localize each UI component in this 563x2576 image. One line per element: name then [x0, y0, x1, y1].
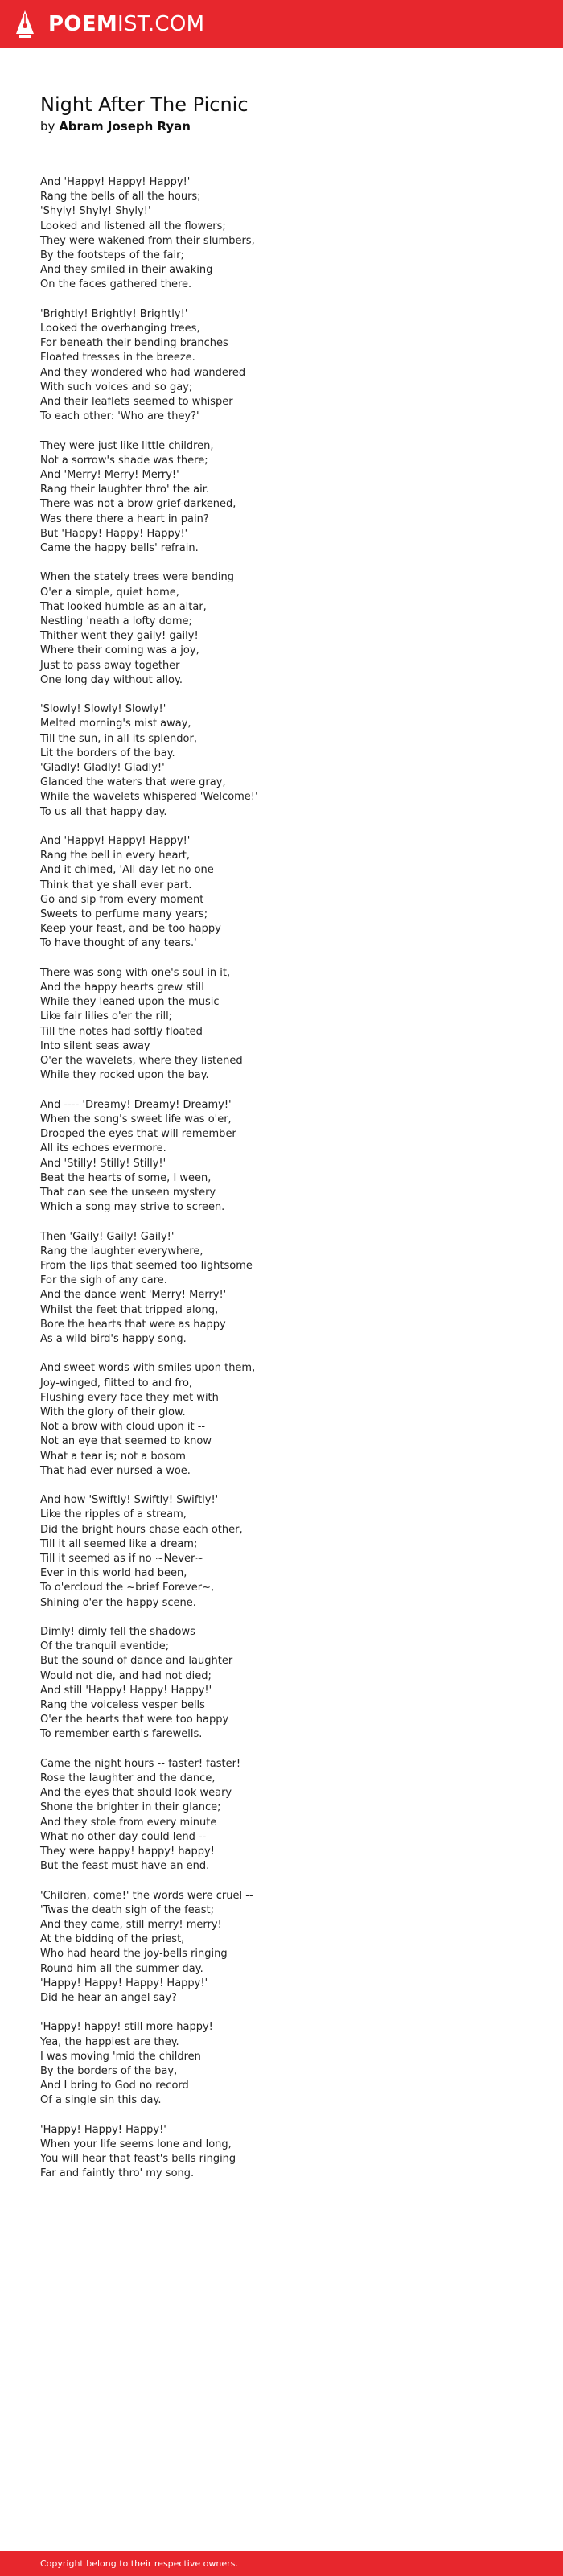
poem-line: Would not die, and had not died; — [40, 1669, 212, 1682]
poem-line: And how 'Swiftly! Swiftly! Swiftly!' — [40, 1494, 219, 1507]
poem-line: O'er the wavelets, where they listened — [40, 1055, 243, 1068]
poem-line: And the eyes that should look weary — [40, 1787, 232, 1800]
poem-line: Rose the laughter and the dance, — [40, 1772, 216, 1784]
stanza — [40, 1493, 539, 1611]
poem-line: Rang the bell in every heart, — [40, 850, 191, 862]
poem-line: But 'Happy! Happy! Happy!' — [40, 527, 188, 540]
poem-line: I was moving 'mid the children — [40, 2050, 201, 2063]
poem-line: Looked the overhanging trees, — [40, 323, 200, 335]
poem-line: But the feast must have an end. — [40, 1860, 210, 1873]
poem-line: Flushing every face they met with — [40, 1391, 219, 1404]
poem-line: And ---- 'Dreamy! Dreamy! Dreamy!' — [40, 1098, 232, 1111]
poem-line: And still 'Happy! Happy! Happy!' — [40, 1684, 212, 1697]
poem-line: And 'Merry! Merry! Merry!' — [40, 469, 179, 482]
poem-line: One long day without alloy. — [40, 673, 183, 686]
poem-line: What a tear is; not a bosom — [40, 1450, 186, 1463]
pen-nib-icon[interactable] — [14, 10, 35, 39]
poem-line: While they leaned upon the music — [40, 996, 220, 1009]
poem-line: While they rocked upon the bay. — [40, 1069, 209, 1082]
poem-line: 'Happy! Happy! Happy! Happy!' — [40, 1977, 208, 1990]
poem-line: By the borders of the bay, — [40, 2064, 178, 2077]
poem-line: O'er the hearts that were too happy — [40, 1714, 229, 1726]
poem-byline — [40, 117, 191, 135]
poem-line: Came the night hours -- faster! faster! — [40, 1757, 241, 1770]
poem-line: They were happy! happy! happy! — [40, 1845, 215, 1858]
stanza — [40, 1757, 539, 1874]
stanza — [40, 175, 539, 293]
stanza — [40, 834, 539, 952]
poem-line: When the stately trees were bending — [40, 571, 235, 584]
poem-line: Till the sun, in all its splendor, — [40, 732, 197, 745]
poem-line: Rang the bells of all the hours; — [40, 191, 201, 204]
poem-line: And 'Happy! Happy! Happy!' — [40, 835, 191, 848]
poem-line: That can see the unseen mystery — [40, 1186, 216, 1199]
poem-line: To each other: 'Who are they?' — [40, 410, 199, 423]
poem-line: Of the tranquil eventide; — [40, 1640, 170, 1653]
poem-line: 'Twas the death sigh of the feast; — [40, 1903, 214, 1916]
poem-line: As a wild bird's happy song. — [40, 1332, 187, 1345]
logo-light-text: IST.COM — [117, 12, 205, 36]
poem-line: And they wondered who had wandered — [40, 366, 246, 379]
stanza — [40, 966, 539, 1084]
poem-body — [40, 175, 539, 2196]
poem-line: Just to pass away together — [40, 659, 180, 672]
poem-line: Go and sip from every moment — [40, 893, 204, 906]
site-header — [0, 0, 563, 48]
stanza — [40, 1625, 539, 1743]
poem-line: Not a sorrow's shade was there; — [40, 454, 208, 467]
poem-line: 'Happy! Happy! Happy!' — [40, 2123, 166, 2136]
author-name[interactable]: Abram Joseph Ryan — [59, 119, 191, 134]
poem-line: O'er a simple, quiet home, — [40, 586, 179, 599]
stanza — [40, 702, 539, 820]
poem-line: Then 'Gaily! Gaily! Gaily!' — [40, 1230, 175, 1243]
poem-line: Till it seemed as if no ~Never~ — [40, 1552, 204, 1565]
poem-line: From the lips that seemed too lightsome — [40, 1259, 253, 1272]
stanza — [40, 439, 539, 557]
site-logo[interactable] — [48, 10, 204, 38]
poem-line: There was song with one's soul in it, — [40, 966, 231, 979]
poem-line: All its echoes evermore. — [40, 1142, 166, 1155]
poem-line: And their leaflets seemed to whisper — [40, 396, 233, 409]
poem-line: Ever in this world had been, — [40, 1567, 187, 1580]
poem-line: And it chimed, 'All day let no one — [40, 864, 214, 877]
poem-line: Keep your feast, and be too happy — [40, 923, 221, 936]
poem-line: Rang the voiceless vesper bells — [40, 1698, 205, 1711]
by-label: by — [40, 119, 55, 134]
poem-line: Nestling 'neath a lofty dome; — [40, 615, 192, 628]
poem-line: Where their coming was a joy, — [40, 644, 199, 657]
poem-line: Bore the hearts that were as happy — [40, 1318, 226, 1331]
poem-line: At the bidding of the priest, — [40, 1933, 185, 1946]
poem-line: Joy-winged, flitted to and fro, — [40, 1376, 193, 1389]
poem-line: Looked and listened all the flowers; — [40, 220, 226, 232]
poem-line: There was not a brow grief-darkened, — [40, 498, 236, 511]
poem-line: Not a brow with cloud upon it -- — [40, 1421, 206, 1434]
poem-line: While the wavelets whispered 'Welcome!' — [40, 791, 258, 804]
poem-line: 'Slowly! Slowly! Slowly!' — [40, 703, 166, 716]
poem-line: Did he hear an angel say? — [40, 1991, 177, 2004]
stanza — [40, 2020, 539, 2108]
poem-line: And they smiled in their awaking — [40, 264, 213, 277]
poem-line: Whilst the feet that tripped along, — [40, 1303, 219, 1316]
poem-line: For beneath their bending branches — [40, 337, 228, 350]
poem-line: 'Happy! happy! still more happy! — [40, 2021, 213, 2034]
poem-line: Think that ye shall ever part. — [40, 879, 192, 891]
poem-line: With such voices and so gay; — [40, 381, 193, 393]
poem-line: Like fair lilies o'er the rill; — [40, 1010, 173, 1023]
site-footer — [0, 2551, 563, 2576]
poem-line: With the glory of their glow. — [40, 1405, 186, 1418]
poem-line: Floated tresses in the breeze. — [40, 352, 195, 364]
poem-line: Rang the laughter everywhere, — [40, 1245, 203, 1257]
stanza — [40, 570, 539, 688]
poem-line: Sweets to perfume many years; — [40, 908, 208, 921]
poem-line: Thither went they gaily! gaily! — [40, 630, 199, 643]
poem-line: And they came, still merry! merry! — [40, 1918, 222, 1931]
stanza — [40, 1889, 539, 2006]
poem-line: Was there there a heart in pain? — [40, 512, 209, 525]
poem-line: They were wakened from their slumbers, — [40, 234, 255, 247]
poem-line: That had ever nursed a woe. — [40, 1464, 191, 1477]
poem-line: By the footsteps of the fair; — [40, 249, 184, 262]
poem-line: And the happy hearts grew still — [40, 981, 204, 994]
poem-line: To us all that happy day. — [40, 805, 167, 818]
poem-line: Lit the borders of the bay. — [40, 747, 175, 759]
poem-line: Melted morning's mist away, — [40, 718, 191, 730]
poem-line: Shone the brighter in their glance; — [40, 1801, 221, 1814]
poem-line: Into silent seas away — [40, 1039, 150, 1052]
stanza — [40, 2123, 539, 2182]
poem-line: 'Shyly! Shyly! Shyly!' — [40, 205, 151, 218]
poem-line: Who had heard the joy-bells ringing — [40, 1948, 228, 1961]
poem-line: To o'ercloud the ~brief Forever~, — [40, 1582, 215, 1595]
poem-line: That looked humble as an altar, — [40, 600, 207, 613]
poem-line: When the song's sweet life was o'er, — [40, 1113, 232, 1125]
poem-line: And sweet words with smiles upon them, — [40, 1362, 256, 1375]
poem-line: Like the ripples of a stream, — [40, 1508, 187, 1521]
poem-line: Far and faintly thro' my song. — [40, 2167, 195, 2180]
poem-line: Not an eye that seemed to know — [40, 1435, 212, 1448]
poem-line: And 'Stilly! Stilly! Stilly!' — [40, 1157, 166, 1170]
logo-bold-text: POEM — [48, 12, 117, 36]
poem-line: When your life seems lone and long, — [40, 2138, 232, 2150]
stanza — [40, 1361, 539, 1479]
poem-line: They were just like little children, — [40, 439, 214, 452]
poem-line: To remember earth's farewells. — [40, 1728, 203, 1741]
poem-line: 'Brightly! Brightly! Brightly!' — [40, 307, 188, 320]
poem-line: Till the notes had softly floated — [40, 1025, 203, 1038]
poem-line: Yea, the happiest are they. — [40, 2035, 179, 2048]
poem-line: And they stole from every minute — [40, 1816, 217, 1829]
poem-line: Rang their laughter thro' the air. — [40, 484, 210, 496]
poem-line: 'Gladly! Gladly! Gladly!' — [40, 762, 165, 775]
poem-line: 'Children, come!' the words were cruel -- — [40, 1889, 253, 1902]
poem-line: And the dance went 'Merry! Merry!' — [40, 1289, 227, 1302]
poem-line: Till it all seemed like a dream; — [40, 1537, 198, 1550]
poem-line: Of a single sin this day. — [40, 2094, 162, 2107]
stanza — [40, 1230, 539, 1348]
poem-line: Came the happy bells' refrain. — [40, 542, 199, 555]
poem-line: You will hear that feast's bells ringing — [40, 2153, 236, 2166]
poem-line: Glanced the waters that were gray, — [40, 776, 226, 789]
poem-line: Beat the hearts of some, I ween, — [40, 1171, 212, 1184]
poem-line: Drooped the eyes that will remember — [40, 1128, 236, 1141]
poem-line: But the sound of dance and laughter — [40, 1655, 233, 1668]
poem-line: For the sigh of any care. — [40, 1274, 167, 1287]
poem-line: And 'Happy! Happy! Happy!' — [40, 176, 191, 188]
copyright-notice: Copyright belong to their respective owners. — [40, 2558, 238, 2569]
poem-line: To have thought of any tears.' — [40, 937, 197, 950]
poem-line: Dimly! dimly fell the shadows — [40, 1625, 195, 1638]
poem-line: Round him all the summer day. — [40, 1962, 203, 1975]
poem-line: And I bring to God no record — [40, 2080, 189, 2092]
poem-line: Shining o'er the happy scene. — [40, 1596, 196, 1609]
poem-line: What no other day could lend -- — [40, 1830, 207, 1843]
poem-line: Did the bright hours chase each other, — [40, 1523, 243, 1536]
stanza — [40, 1098, 539, 1216]
poem-line: On the faces gathered there. — [40, 278, 192, 291]
poem-title: Night After The Picnic — [40, 93, 249, 116]
stanza — [40, 307, 539, 425]
poem-line: Which a song may strive to screen. — [40, 1201, 225, 1214]
